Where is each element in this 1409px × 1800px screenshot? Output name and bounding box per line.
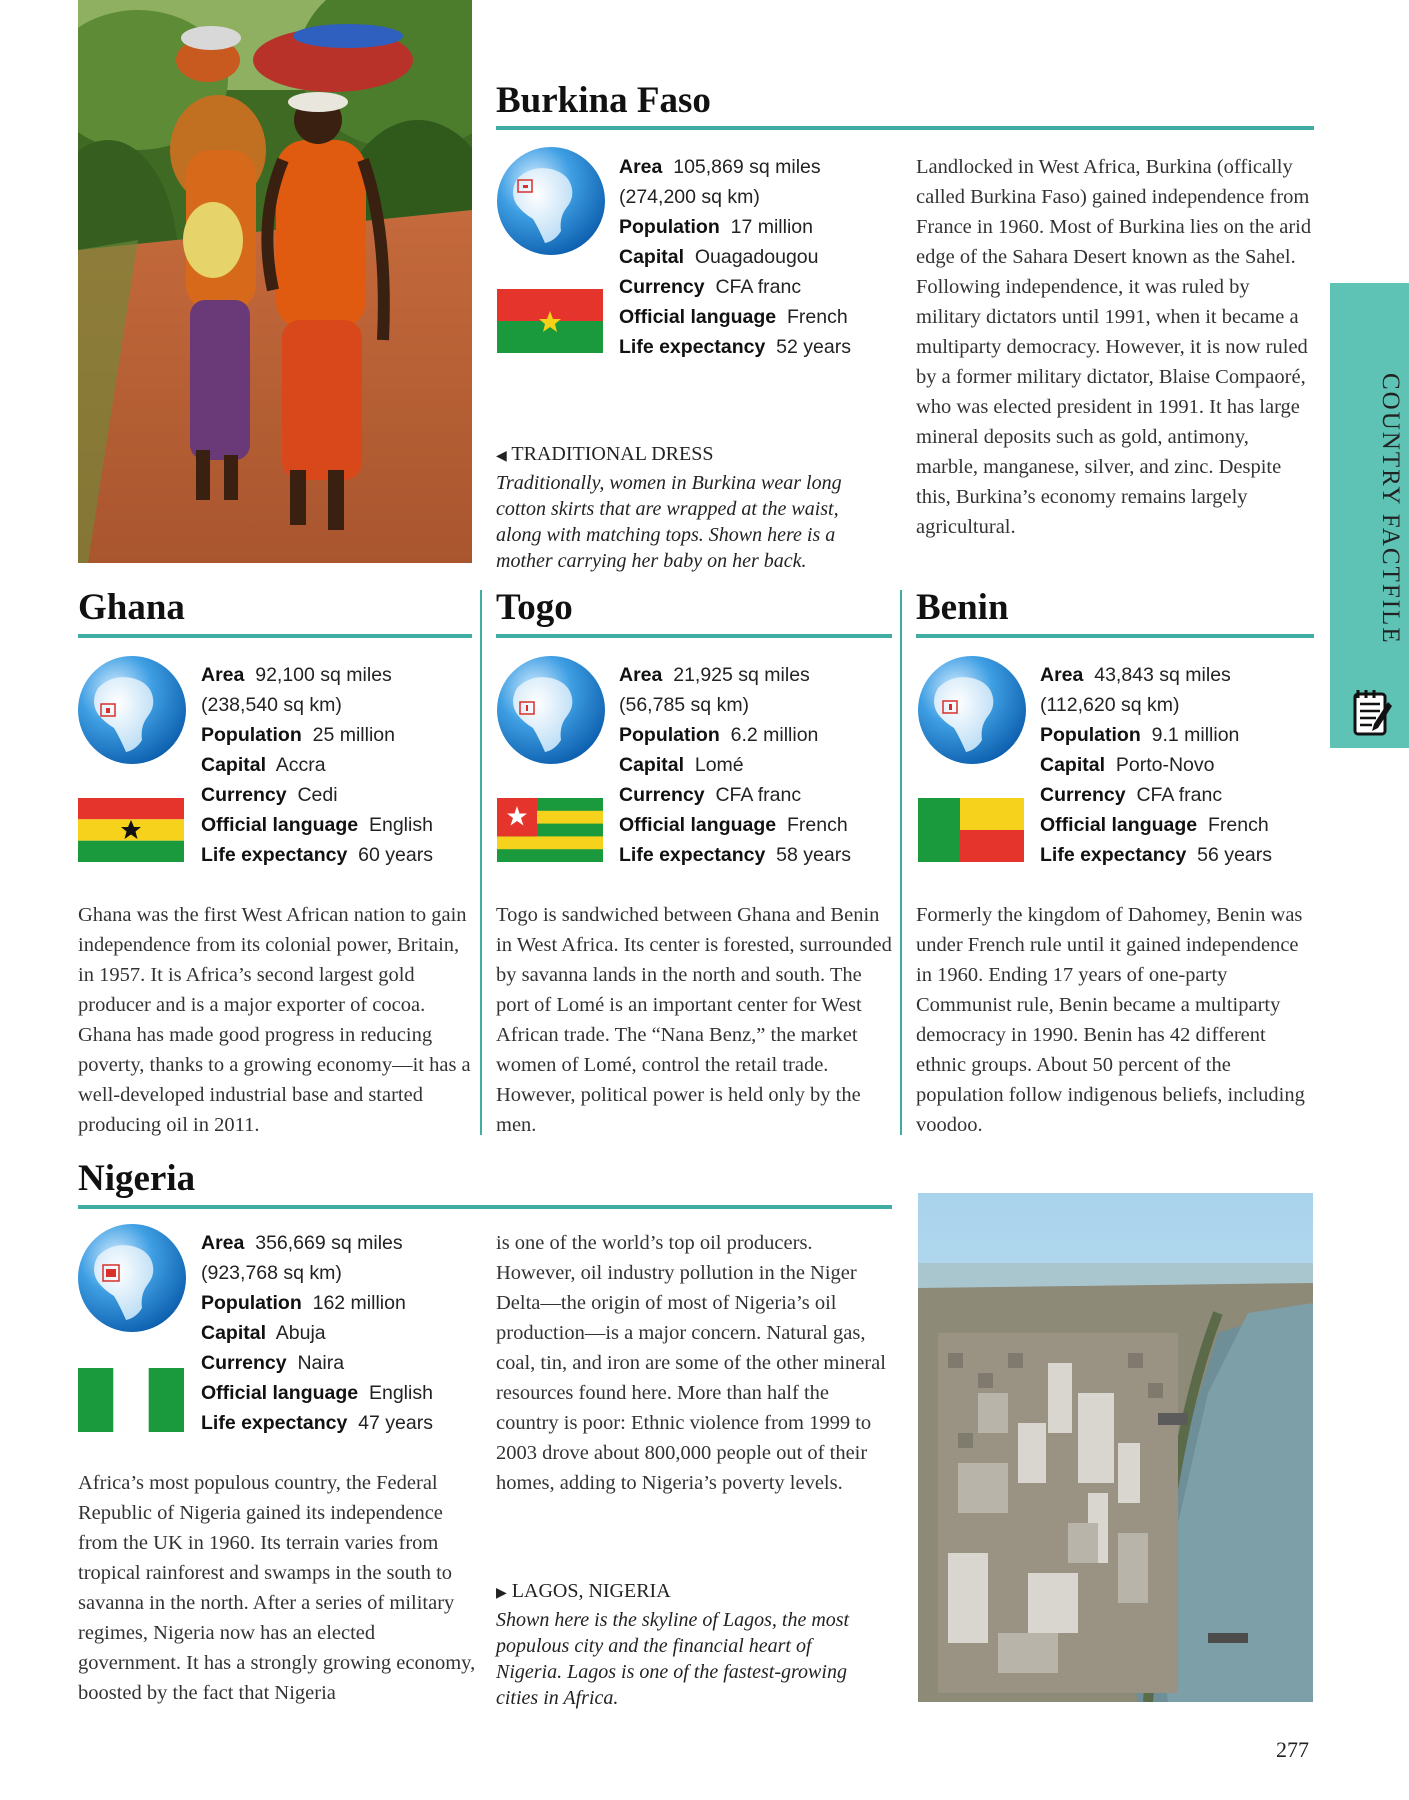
area-value: 43,843 sq miles bbox=[1094, 664, 1231, 686]
photo-dress bbox=[78, 0, 472, 563]
label-area: Area bbox=[619, 156, 663, 178]
triangle-right-icon: ▶ bbox=[496, 1586, 507, 1601]
currency-value: Cedi bbox=[297, 784, 338, 806]
life-value: 52 years bbox=[776, 336, 851, 358]
capital-value: Porto-Novo bbox=[1115, 754, 1215, 776]
country-factfile-tab[interactable] bbox=[1330, 283, 1409, 748]
benin-paragraph: Formerly the kingdom of Dahomey, Benin was under French rule until it gained independence in 1960. Ending 17 years of one-party Communist rule, Benin became a multiparty democracy in 1990. Benin has 42 different ethnic groups. About 50 percent of the population follow indigenous beliefs, including voodoo. bbox=[916, 904, 1305, 1136]
label-capital: Capital bbox=[619, 246, 685, 268]
life-value: 56 years bbox=[1197, 844, 1272, 866]
currency-value: CFA franc bbox=[715, 784, 802, 806]
flag-icon bbox=[78, 798, 184, 862]
ghana-paragraph: Ghana was the first West African nation to gain independence from its colonial power, Britain, in 1957. It is Africa’s second largest gold producer and is a major exporter of cocoa. Ghana has made good progress in reducing poverty, thanks to a growing economy—it has a well-developed industrial base and started producing oil in 2011. bbox=[78, 904, 471, 1136]
life-value: 60 years bbox=[358, 844, 433, 866]
page-number: 277 bbox=[1276, 1737, 1309, 1762]
currency-value: CFA franc bbox=[715, 276, 802, 298]
globe-icon bbox=[76, 654, 188, 766]
caption-title: LAGOS, NIGERIA bbox=[511, 1580, 671, 1602]
togo-title: Togo bbox=[496, 587, 573, 628]
lagos-photo bbox=[918, 1193, 1313, 1702]
togo-rule bbox=[496, 634, 892, 638]
life-value: 47 years bbox=[358, 1412, 433, 1434]
notepad-icon bbox=[1352, 688, 1394, 743]
label-capital: Capital bbox=[201, 754, 267, 776]
label-life: Life expectancy bbox=[201, 844, 348, 866]
nigeria-title: Nigeria bbox=[78, 1158, 196, 1199]
label-currency: Currency bbox=[201, 1352, 287, 1374]
area-value: 105,869 sq miles bbox=[673, 156, 821, 178]
togo-text bbox=[496, 900, 892, 1140]
label-currency: Currency bbox=[201, 784, 287, 806]
label-language: Official language bbox=[1040, 814, 1198, 836]
capital-value: Ouagadougou bbox=[694, 246, 819, 268]
togo-facts bbox=[619, 660, 851, 870]
label-language: Official language bbox=[201, 814, 359, 836]
area-value: 21,925 sq miles bbox=[673, 664, 810, 686]
flag-icon bbox=[918, 798, 1024, 862]
burkina-rule bbox=[496, 126, 1314, 130]
label-currency: Currency bbox=[619, 276, 705, 298]
label-capital: Capital bbox=[619, 754, 685, 776]
capital-value: Lomé bbox=[694, 754, 744, 776]
label-currency: Currency bbox=[1040, 784, 1126, 806]
language-value: French bbox=[786, 814, 848, 836]
nigeria-text-right bbox=[496, 1228, 896, 1498]
tab-label: COUNTRY FACTFILE bbox=[1377, 373, 1404, 645]
life-value: 58 years bbox=[776, 844, 851, 866]
area-km: (56,785 sq km) bbox=[619, 694, 750, 716]
ghana-facts bbox=[201, 660, 433, 870]
area-km: (923,768 sq km) bbox=[201, 1262, 342, 1284]
label-area: Area bbox=[201, 664, 245, 686]
label-population: Population bbox=[619, 216, 720, 238]
currency-value: CFA franc bbox=[1136, 784, 1223, 806]
label-life: Life expectancy bbox=[1040, 844, 1187, 866]
area-km: (274,200 sq km) bbox=[619, 186, 760, 208]
globe-icon bbox=[76, 1222, 188, 1334]
benin-facts bbox=[1040, 660, 1272, 870]
ghana-text bbox=[78, 900, 476, 1140]
burkina-text bbox=[916, 152, 1316, 542]
population-value: 25 million bbox=[312, 724, 395, 746]
label-capital: Capital bbox=[1040, 754, 1106, 776]
globe-icon bbox=[916, 654, 1028, 766]
nigeria-paragraph-2: is one of the world’s top oil producers. However, oil industry pollution in the Niger Delta—the origin of most of Nigeria’s oil production—is a major concern. Natural gas, coal, tin, and iron are some of the other mineral resources found here. More than half the country is poor: Ethnic violence from 1999 to 2003 drove about 800,000 people out of their homes, adding to Nigeria’s poverty levels. bbox=[496, 1232, 886, 1494]
flag-icon bbox=[497, 289, 603, 353]
label-area: Area bbox=[619, 664, 663, 686]
label-language: Official language bbox=[619, 306, 777, 328]
burkina-caption bbox=[496, 441, 876, 574]
label-population: Population bbox=[1040, 724, 1141, 746]
label-area: Area bbox=[1040, 664, 1084, 686]
nigeria-text-left bbox=[78, 1468, 478, 1708]
area-value: 92,100 sq miles bbox=[255, 664, 392, 686]
population-value: 6.2 million bbox=[730, 724, 819, 746]
area-km: (112,620 sq km) bbox=[1040, 694, 1180, 716]
population-value: 9.1 million bbox=[1151, 724, 1240, 746]
triangle-left-icon: ◀ bbox=[496, 449, 507, 464]
burkina-facts bbox=[619, 152, 851, 362]
caption-text: Shown here is the skyline of Lagos, the most populous city and the financial heart of Nigeria. Lagos is one of the fastest-growing cities in Africa. bbox=[496, 1609, 850, 1709]
nigeria-facts bbox=[201, 1228, 433, 1438]
caption-title: TRADITIONAL DRESS bbox=[511, 443, 714, 465]
label-area: Area bbox=[201, 1232, 245, 1254]
currency-value: Naira bbox=[297, 1352, 345, 1374]
area-km: (238,540 sq km) bbox=[201, 694, 342, 716]
language-value: English bbox=[368, 1382, 433, 1404]
benin-rule bbox=[916, 634, 1314, 638]
nigeria-rule bbox=[78, 1205, 892, 1209]
column-divider bbox=[480, 590, 482, 1135]
language-value: English bbox=[368, 814, 433, 836]
globe-icon bbox=[495, 654, 607, 766]
capital-value: Abuja bbox=[275, 1322, 326, 1344]
ghana-rule bbox=[78, 634, 472, 638]
label-life: Life expectancy bbox=[619, 336, 766, 358]
flag-icon bbox=[78, 1368, 184, 1432]
label-population: Population bbox=[619, 724, 720, 746]
benin-title: Benin bbox=[916, 587, 1009, 628]
population-value: 17 million bbox=[730, 216, 813, 238]
label-life: Life expectancy bbox=[619, 844, 766, 866]
population-value: 162 million bbox=[312, 1292, 406, 1314]
togo-paragraph: Togo is sandwiched between Ghana and Benin in West Africa. Its center is forested, surrounded by savanna lands in the north and south. The port of Lomé is an important center for West African trade. The “Nana Benz,” the market women of Lomé, control the retail trade. However, political power is held only by the men. bbox=[496, 904, 892, 1136]
label-population: Population bbox=[201, 1292, 302, 1314]
caption-text: Traditionally, women in Burkina wear long cotton skirts that are wrapped at the waist, along with matching tops. Shown here is a mother carrying her baby on her back. bbox=[496, 472, 842, 572]
burkina-paragraph: Landlocked in West Africa, Burkina (offically called Burkina Faso) gained independence from France in 1960. Most of Burkina lies on the arid edge of the Sahara Desert known as the Sahel. Following independence, it was ruled by military dictators until 1991, when it became a multiparty democracy. However, it is now ruled by a former military dictator, Blaise Compaoré, who was elected president in 1991. It has large mineral deposits such as gold, antimony, marble, manganese, silver, and zinc. Despite this, Burkina’s economy remains largely agricultural. bbox=[916, 156, 1312, 538]
flag-icon bbox=[497, 798, 603, 862]
label-language: Official language bbox=[201, 1382, 359, 1404]
burkina-title: Burkina Faso bbox=[496, 80, 711, 121]
nigeria-paragraph-1: Africa’s most populous country, the Federal Republic of Nigeria gained its independence from the UK in 1960. Its terrain varies from tropical rainforest and swamps in the south to savanna in the north. After a series of military regimes, Nigeria now has an elected government. It has a strongly growing economy, boosted by the fact that Nigeria bbox=[78, 1472, 476, 1704]
benin-text bbox=[916, 900, 1316, 1140]
area-value: 356,669 sq miles bbox=[255, 1232, 403, 1254]
lagos-caption bbox=[496, 1578, 866, 1711]
capital-value: Accra bbox=[275, 754, 326, 776]
traditional-dress-photo bbox=[78, 0, 472, 563]
label-life: Life expectancy bbox=[201, 1412, 348, 1434]
column-divider bbox=[900, 590, 902, 1135]
photo-lagos bbox=[918, 1193, 1313, 1702]
globe-icon bbox=[495, 145, 607, 257]
ghana-title: Ghana bbox=[78, 587, 185, 628]
language-value: French bbox=[1207, 814, 1269, 836]
label-population: Population bbox=[201, 724, 302, 746]
label-language: Official language bbox=[619, 814, 777, 836]
language-value: French bbox=[786, 306, 848, 328]
label-currency: Currency bbox=[619, 784, 705, 806]
label-capital: Capital bbox=[201, 1322, 267, 1344]
